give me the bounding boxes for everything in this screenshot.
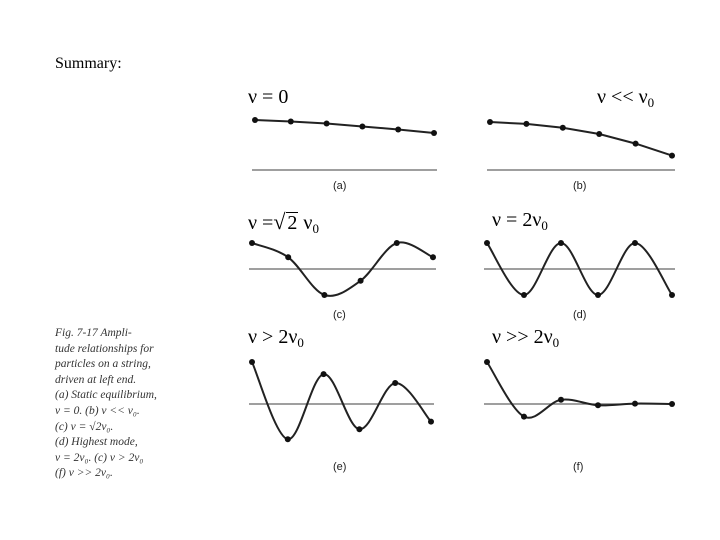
particle-dot-b bbox=[633, 141, 639, 147]
particle-dot-b bbox=[669, 153, 675, 159]
panel-tag-c: (c) bbox=[333, 309, 346, 321]
particle-dot-f bbox=[632, 401, 638, 407]
particle-dot-e bbox=[428, 419, 434, 425]
equation-label-b: $\nu << \nu_0$ bbox=[597, 86, 655, 110]
particle-dot-d bbox=[521, 292, 527, 298]
caption-line: Fig. 7-17 Ampli- bbox=[55, 327, 132, 339]
caption-line: (d) Highest mode, bbox=[55, 436, 138, 449]
panel-tag-e: (e) bbox=[333, 461, 347, 473]
particle-dot-a bbox=[288, 119, 294, 125]
caption-line: particles on a string, bbox=[55, 358, 151, 371]
caption-line: (c) ν = √2ν₀. bbox=[55, 420, 114, 433]
particle-dot-e bbox=[285, 436, 291, 442]
particle-dot-c bbox=[430, 254, 436, 260]
particle-dot-f bbox=[669, 401, 675, 407]
string-curve-b bbox=[490, 122, 672, 156]
panel-tag-f: (f) bbox=[573, 461, 584, 473]
particle-dot-e bbox=[249, 359, 255, 365]
caption-line: (f) ν >> 2ν₀. bbox=[55, 467, 113, 480]
particle-dot-a bbox=[252, 117, 258, 123]
string-curve-e bbox=[252, 362, 431, 439]
panel-tag-b: (b) bbox=[573, 180, 587, 192]
particle-dot-a bbox=[324, 121, 330, 127]
particle-dot-b bbox=[596, 131, 602, 137]
particle-dot-d bbox=[595, 292, 601, 298]
caption-line: ν = 0. (b) ν << ν₀. bbox=[55, 404, 140, 417]
particle-dot-d bbox=[484, 240, 490, 246]
panel-tag-a: (a) bbox=[333, 180, 347, 192]
particle-dot-f bbox=[484, 359, 490, 365]
particle-dot-c bbox=[321, 292, 327, 298]
string-curve-a bbox=[255, 120, 434, 133]
equation-label-d: $\nu = 2\nu_0$ bbox=[492, 209, 548, 233]
particle-dot-c bbox=[358, 278, 364, 284]
particle-dot-c bbox=[249, 240, 255, 246]
equation-label-f: $\nu >> 2\nu_0$ bbox=[492, 326, 560, 350]
particle-dot-d bbox=[558, 240, 564, 246]
particle-dot-d bbox=[632, 240, 638, 246]
panel-tag-d: (d) bbox=[573, 309, 587, 321]
caption-line: (a) Static equilibrium, bbox=[55, 389, 157, 402]
particle-dot-e bbox=[321, 371, 327, 377]
equation-label-a: ν = 0 bbox=[248, 86, 289, 108]
equation-label-e: $\nu > 2\nu_0$ bbox=[248, 326, 304, 350]
particle-dot-d bbox=[669, 292, 675, 298]
particle-dot-a bbox=[431, 130, 437, 136]
particle-dot-f bbox=[558, 397, 564, 403]
particle-dot-b bbox=[523, 121, 529, 127]
particle-dot-c bbox=[285, 254, 291, 260]
caption-line: tude relationships for bbox=[55, 342, 154, 355]
particle-dot-a bbox=[395, 127, 401, 133]
caption-line: ν = 2ν₀. (c) ν > 2ν₀ bbox=[55, 451, 144, 464]
particle-dot-e bbox=[356, 426, 362, 432]
particle-dot-f bbox=[521, 414, 527, 420]
particle-dot-a bbox=[359, 124, 365, 130]
particle-dot-e bbox=[392, 380, 398, 386]
caption-line: driven at left end. bbox=[55, 373, 137, 386]
equation-label-c: ν =√ 2 $\nu_0$ bbox=[248, 209, 319, 236]
summary-heading: Summary: bbox=[55, 55, 122, 72]
particle-dot-b bbox=[560, 125, 566, 131]
particle-dot-f bbox=[595, 402, 601, 408]
string-curve-f bbox=[487, 362, 672, 418]
particle-dot-c bbox=[394, 240, 400, 246]
particle-dot-b bbox=[487, 119, 493, 125]
